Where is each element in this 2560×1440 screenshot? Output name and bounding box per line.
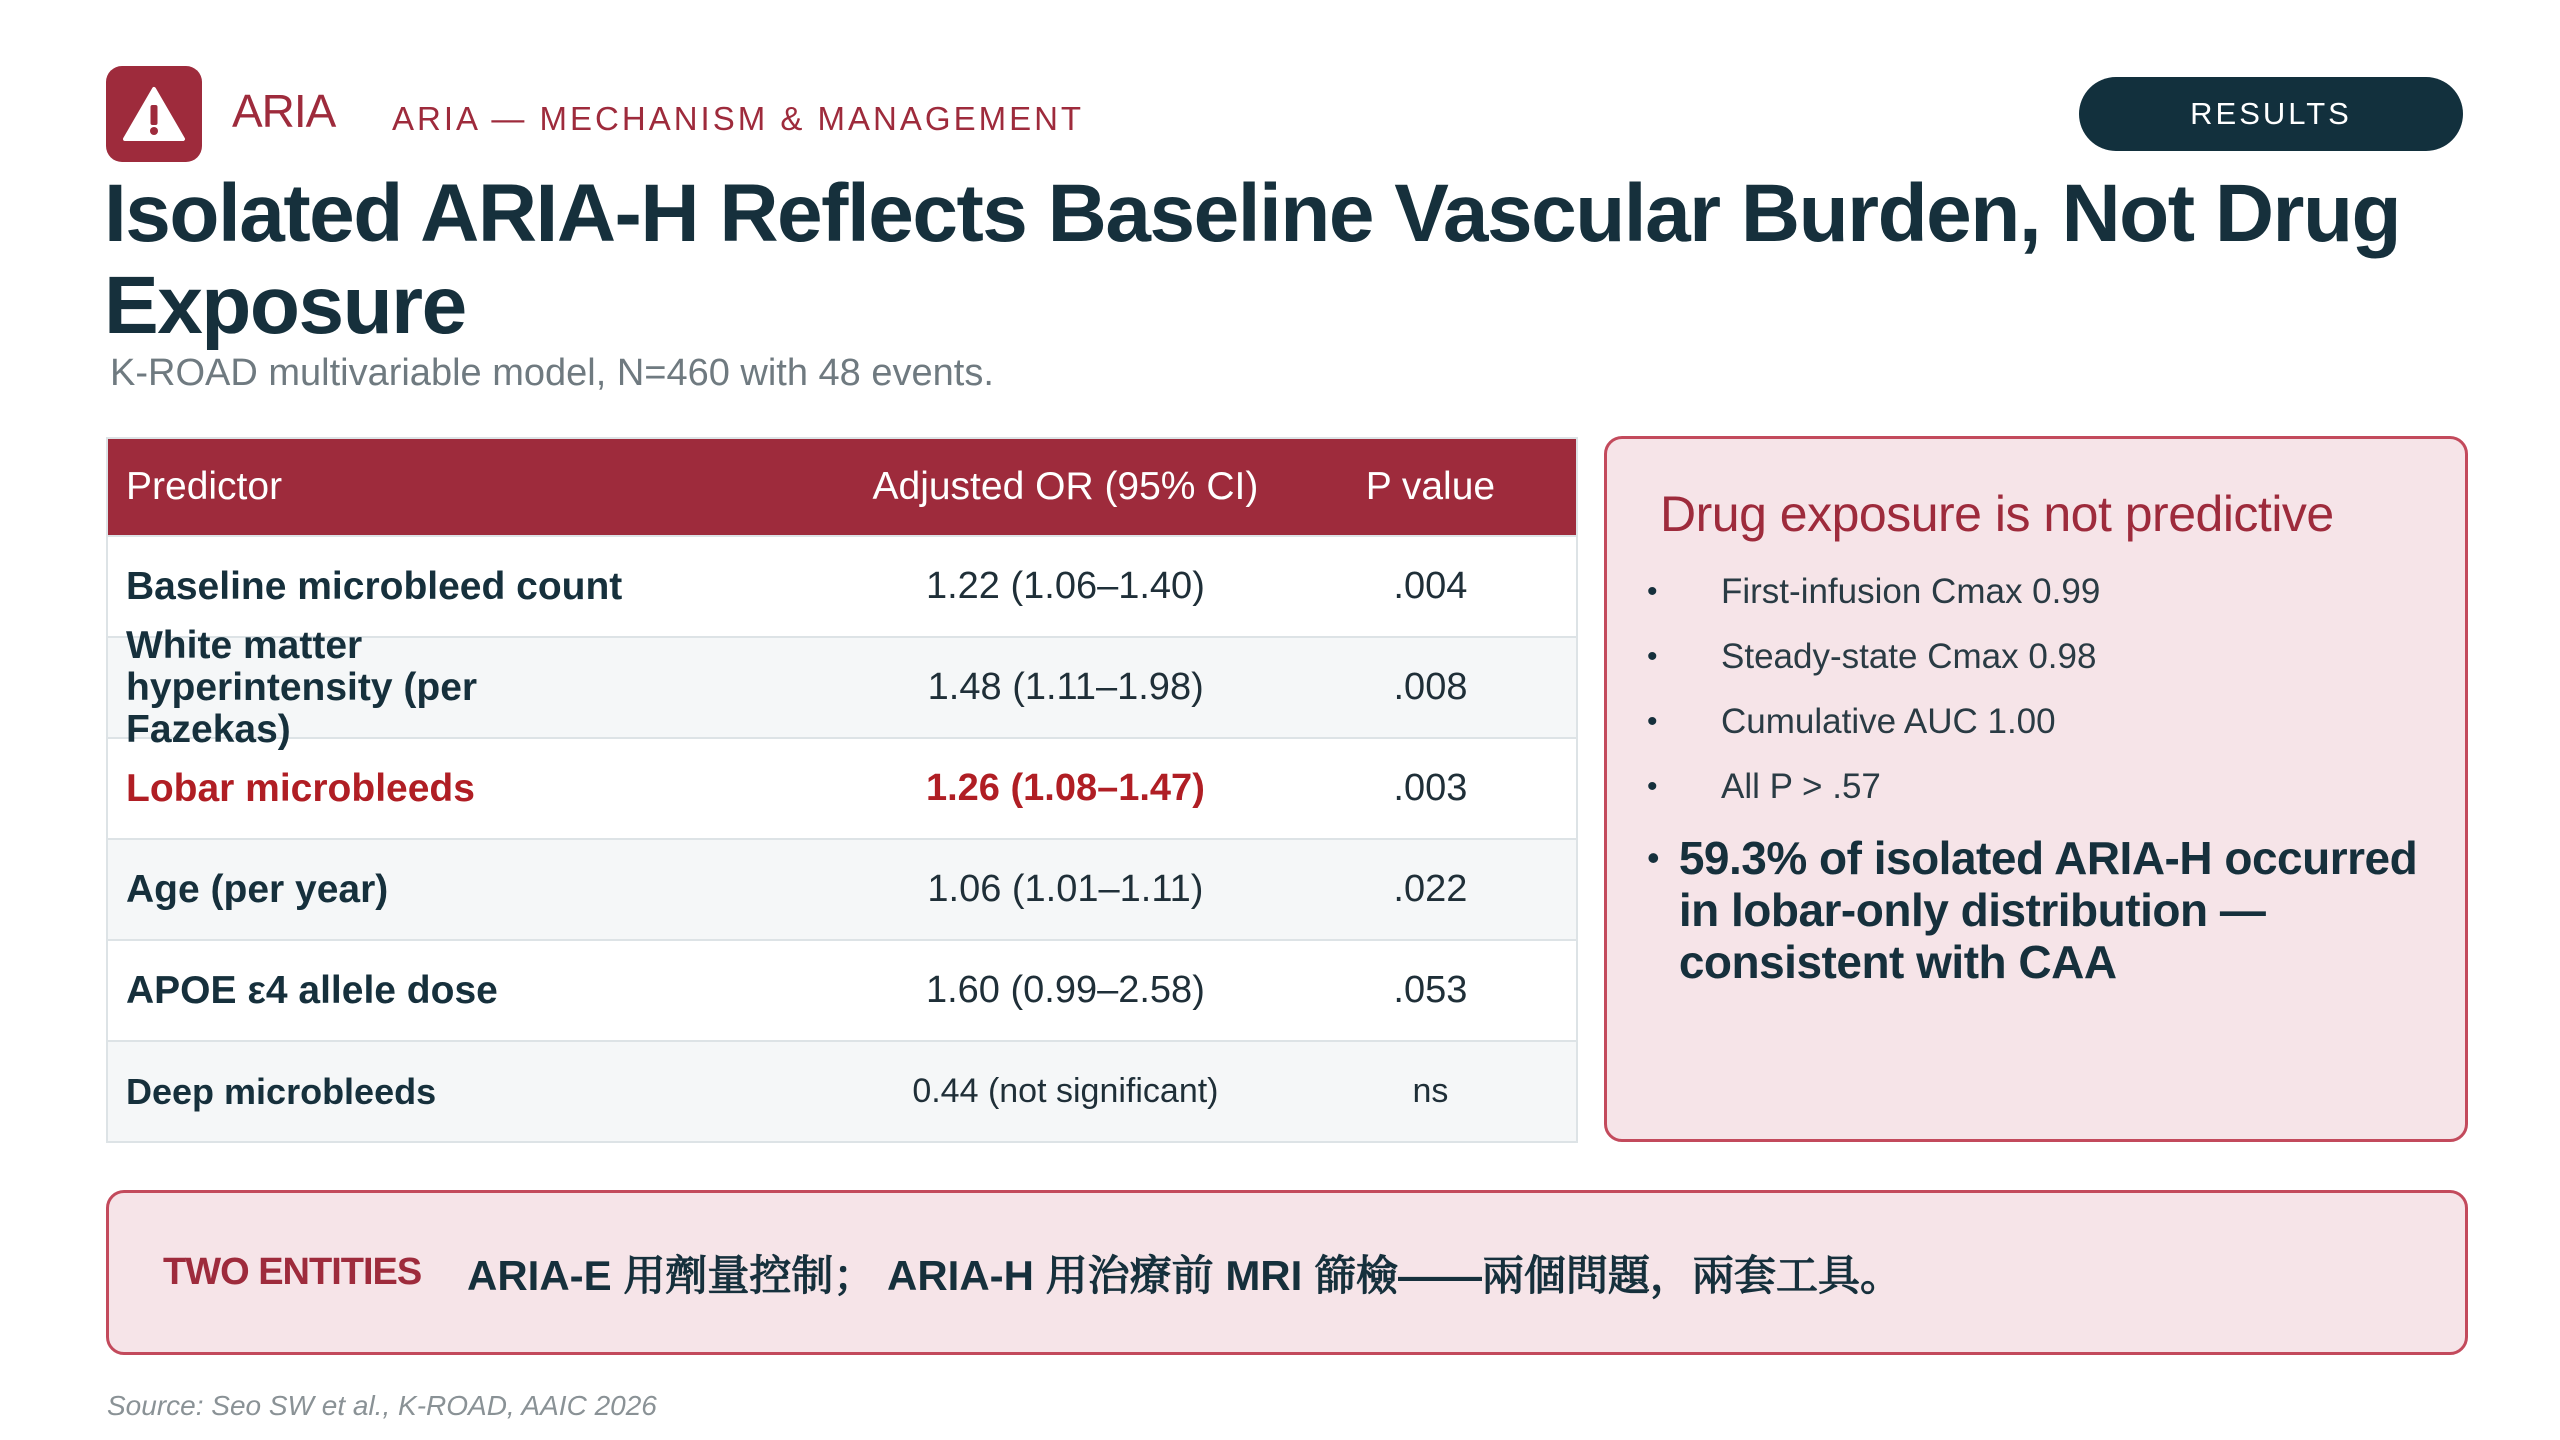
p-value-cell: .008	[1393, 666, 1468, 708]
results-badge: RESULTS	[2079, 77, 2463, 151]
column-header-p: P value	[1365, 465, 1496, 508]
bullet-text: Steady-state Cmax 0.98	[1721, 637, 2097, 676]
or-cell: 1.26 (1.08–1.47)	[925, 767, 1205, 809]
or-cell: 1.60 (0.99–2.58)	[925, 969, 1205, 1011]
banner-text: ARIA-E 用劑量控制； ARIA-H 用治療前 MRI 篩檢——兩個問題，兩套工具。	[467, 1251, 1902, 1299]
or-cell: 1.22 (1.06–1.40)	[925, 565, 1205, 607]
table-row	[108, 623, 1576, 751]
bullet-item	[1647, 638, 2447, 676]
slide-title: Isolated ARIA-H Reflects Baseline Vascular Burden, Not Drug Exposure	[104, 168, 2401, 351]
table-row	[108, 1040, 1576, 1141]
two-entities-banner	[106, 1190, 2468, 1355]
or-cell: 1.48 (1.11–1.98)	[927, 666, 1204, 708]
brand-logo	[106, 66, 202, 162]
bullet-text: All P > .57	[1721, 767, 1881, 806]
bullet-item	[1647, 768, 2447, 806]
bullet-text: First-infusion Cmax 0.99	[1721, 572, 2101, 611]
bullet-icon: •	[1647, 770, 1658, 803]
table-row-highlighted	[108, 737, 1576, 838]
column-header-predictor: Predictor	[126, 465, 283, 508]
table-row	[108, 838, 1576, 939]
table-row	[108, 939, 1576, 1040]
panel-title: Drug exposure is not predictive	[1660, 486, 2334, 542]
column-header-or: Adjusted OR (95% CI)	[872, 465, 1259, 508]
predictor-cell: Deep microbleeds	[126, 1070, 437, 1112]
p-value-cell: .053	[1393, 969, 1468, 1011]
predictor-cell: APOE ε4 allele dose	[126, 968, 498, 1012]
bullet-item-emphasis	[1647, 832, 2447, 988]
bullet-item	[1647, 703, 2447, 741]
section-kicker: ARIA — MECHANISM & MANAGEMENT	[392, 100, 1085, 137]
predictor-cell: White matter hyperintensity (per Fazekas)	[126, 623, 478, 751]
bullet-icon: •	[1647, 640, 1658, 673]
predictor-cell: Lobar microbleeds	[126, 766, 475, 810]
bullet-item	[1647, 573, 2447, 611]
table-row	[108, 535, 1576, 636]
source-citation: Source: Seo SW et al., K-ROAD, AAIC 2026	[107, 1390, 657, 1421]
or-cell: 0.44 (not significant)	[912, 1072, 1219, 1110]
p-value-cell: .003	[1393, 767, 1468, 809]
p-value-cell: ns	[1412, 1072, 1449, 1110]
banner-label: TWO ENTITIES	[163, 1251, 422, 1293]
brand-name: ARIA	[232, 85, 336, 137]
table-header	[108, 439, 1576, 535]
warning-triangle-icon	[122, 85, 186, 143]
bullet-text: Cumulative AUC 1.00	[1721, 702, 2056, 741]
bullet-text: 59.3% of isolated ARIA-H occurred in lobar-only distribution — consistent with CAA	[1678, 832, 2418, 988]
p-value-cell: .022	[1393, 868, 1468, 910]
slide-subtitle: K-ROAD multivariable model, N=460 with 48 events.	[110, 352, 994, 394]
predictor-cell: Age (per year)	[126, 867, 389, 911]
predictor-table	[106, 437, 1578, 1143]
bullet-icon: •	[1647, 575, 1658, 608]
predictor-cell: Baseline microbleed count	[126, 564, 623, 608]
or-cell: 1.06 (1.01–1.11)	[927, 868, 1204, 910]
drug-exposure-panel	[1604, 436, 2468, 1142]
bullet-icon: •	[1647, 837, 1660, 878]
bullet-icon: •	[1647, 705, 1658, 738]
p-value-cell: .004	[1393, 565, 1468, 607]
